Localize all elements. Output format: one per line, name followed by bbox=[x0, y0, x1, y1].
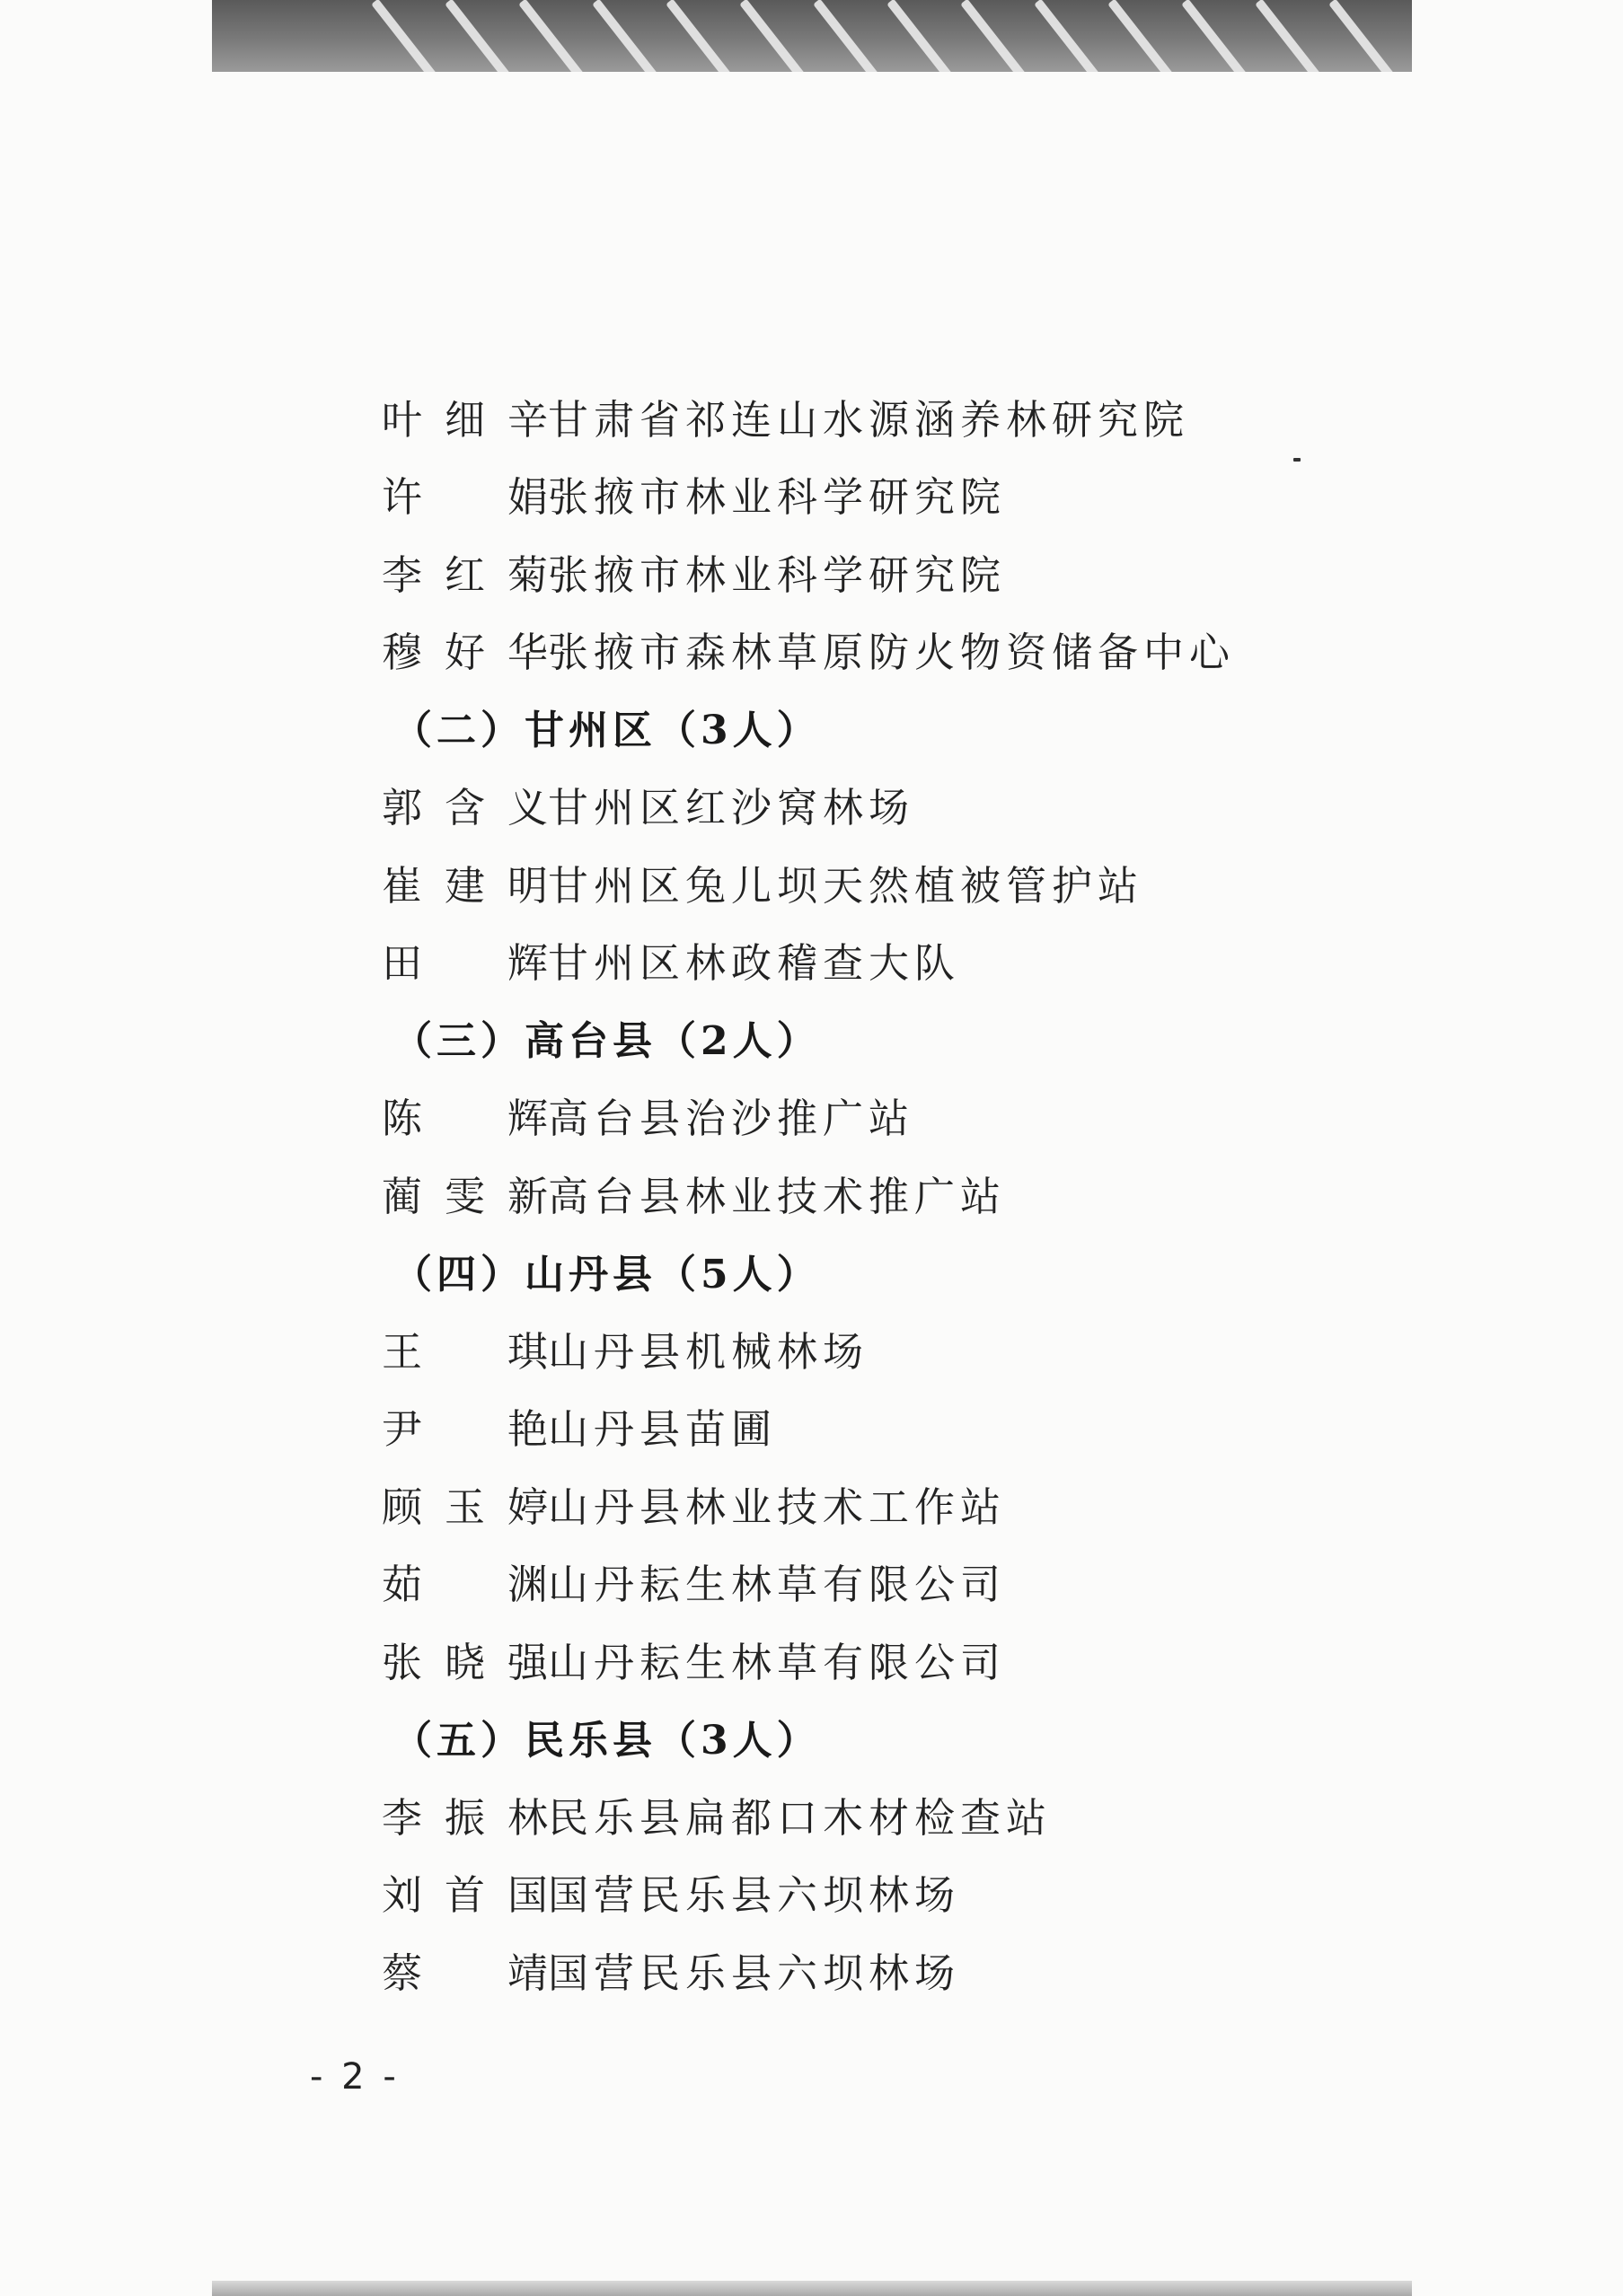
scan-stripe bbox=[1255, 0, 1323, 72]
organization-name: 国营民乐县六坝林场 bbox=[548, 1949, 961, 1997]
list-item bbox=[382, 532, 1370, 611]
section-heading: （四）山丹县（5人） bbox=[393, 1251, 821, 1298]
person-name: 刘首国 bbox=[382, 1871, 548, 1920]
person-name: 茹 渊 bbox=[382, 1561, 548, 1609]
person-name: 叶细辛 bbox=[382, 395, 548, 444]
list-item bbox=[382, 1077, 1370, 1155]
section-heading: （二）甘州区（3人） bbox=[393, 708, 821, 754]
person-name: 田 辉 bbox=[382, 939, 548, 988]
person-name: 顾玉婷 bbox=[382, 1482, 548, 1531]
list-item bbox=[382, 1154, 1370, 1232]
page-number: - 2 - bbox=[310, 2056, 400, 2098]
person-name: 郭含义 bbox=[382, 784, 548, 832]
organization-name: 高台县治沙推广站 bbox=[548, 1095, 915, 1143]
person-name: 张晓强 bbox=[382, 1638, 548, 1686]
scan-stripe bbox=[371, 0, 439, 72]
scan-stripe bbox=[518, 0, 587, 72]
organization-name: 甘肃省祁连山水源涵养林研究院 bbox=[548, 395, 1190, 444]
list-item bbox=[382, 766, 1370, 844]
scan-stripe bbox=[1107, 0, 1176, 72]
person-name: 蔺雯新 bbox=[382, 1172, 548, 1220]
organization-name: 甘州区林政稽查大队 bbox=[548, 939, 961, 988]
person-name: 许 娟 bbox=[382, 473, 548, 522]
list-item bbox=[382, 1387, 1370, 1465]
section-heading: （三）高台县（2人） bbox=[393, 1018, 821, 1065]
section-heading: （五）民乐县（3人） bbox=[393, 1717, 821, 1764]
scan-stripe bbox=[739, 0, 807, 72]
list-item bbox=[382, 1620, 1370, 1698]
organization-name: 甘州区红沙窝林场 bbox=[548, 784, 915, 832]
awardee-list bbox=[382, 377, 1370, 2009]
person-name: 陈 辉 bbox=[382, 1095, 548, 1143]
list-item bbox=[382, 1775, 1370, 1853]
person-name: 蔡 靖 bbox=[382, 1949, 548, 1997]
list-item bbox=[382, 1931, 1370, 2009]
scan-stripe bbox=[960, 0, 1028, 72]
organization-name: 山丹耘生林草有限公司 bbox=[548, 1638, 1007, 1686]
organization-name: 民乐县扁都口木材检查站 bbox=[548, 1793, 1053, 1842]
scan-top-edge bbox=[212, 0, 1412, 72]
person-name: 穆好华 bbox=[382, 629, 548, 677]
person-name: 王 琪 bbox=[382, 1327, 548, 1376]
scan-bottom-edge bbox=[212, 2281, 1412, 2296]
organization-name: 张掖市森林草原防火物资储备中心 bbox=[548, 629, 1236, 677]
list-item bbox=[382, 1853, 1370, 1931]
organization-name: 山丹耘生林草有限公司 bbox=[548, 1561, 1007, 1609]
person-name: 李振林 bbox=[382, 1793, 548, 1842]
scan-stripe bbox=[886, 0, 955, 72]
organization-name: 张掖市林业科学研究院 bbox=[548, 473, 1007, 522]
list-item bbox=[382, 1309, 1370, 1387]
organization-name: 山丹县林业技术工作站 bbox=[548, 1482, 1007, 1531]
organization-name: 甘州区兔儿坝天然植被管护站 bbox=[548, 861, 1144, 910]
organization-name: 山丹县机械林场 bbox=[548, 1327, 869, 1376]
list-item bbox=[382, 611, 1370, 689]
person-name: 尹 艳 bbox=[382, 1405, 548, 1454]
scan-stripe bbox=[813, 0, 881, 72]
list-item bbox=[382, 377, 1370, 455]
scan-stripe bbox=[1034, 0, 1102, 72]
list-item bbox=[382, 1465, 1370, 1543]
organization-name: 山丹县苗圃 bbox=[548, 1405, 778, 1454]
list-item bbox=[382, 921, 1370, 999]
scan-stripe bbox=[445, 0, 513, 72]
list-item bbox=[382, 843, 1370, 921]
person-name: 李红菊 bbox=[382, 550, 548, 599]
scan-stripe bbox=[1181, 0, 1249, 72]
list-item bbox=[382, 455, 1370, 533]
list-item bbox=[382, 1543, 1370, 1621]
scan-stripe bbox=[666, 0, 734, 72]
person-name: 崔建明 bbox=[382, 861, 548, 910]
organization-name: 张掖市林业科学研究院 bbox=[548, 550, 1007, 599]
organization-name: 高台县林业技术推广站 bbox=[548, 1172, 1007, 1220]
scan-stripe bbox=[1328, 0, 1397, 72]
organization-name: 国营民乐县六坝林场 bbox=[548, 1871, 961, 1920]
scan-stripe bbox=[592, 0, 660, 72]
